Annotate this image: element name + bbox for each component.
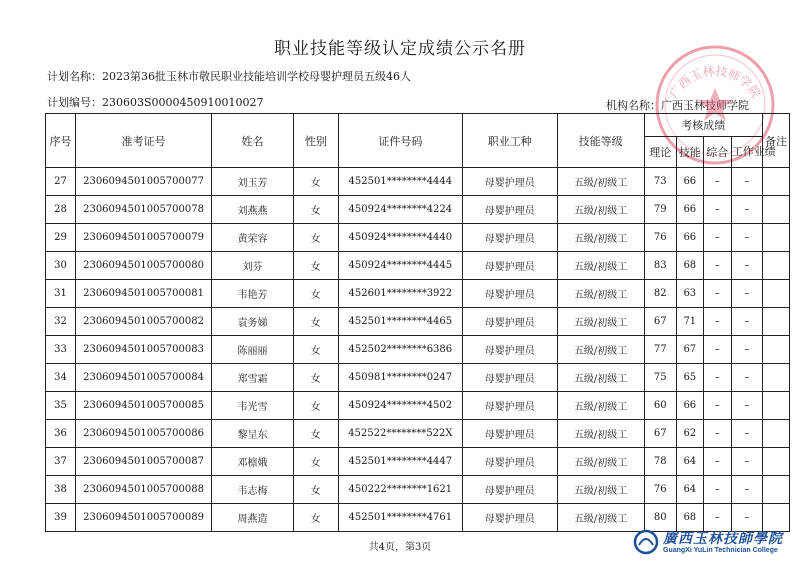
cell-seq: 34 — [46, 364, 76, 392]
cell-gender: 女 — [293, 504, 338, 532]
cell-note — [762, 308, 789, 336]
header-gender: 性别 — [293, 114, 338, 168]
cell-theory: 60 — [644, 392, 676, 420]
cell-id: 450924********4502 — [338, 392, 463, 420]
cell-level: 五级/初级工 — [557, 168, 644, 196]
cell-ticket: 2306094501005700089 — [76, 504, 212, 532]
cell-gender: 女 — [293, 448, 338, 476]
cell-id: 452502********6386 — [338, 336, 463, 364]
cell-ticket: 2306094501005700086 — [76, 420, 212, 448]
cell-comprehensive: – — [703, 476, 731, 504]
college-emblem-icon — [633, 529, 659, 555]
cell-gender: 女 — [293, 196, 338, 224]
cell-note — [762, 364, 789, 392]
cell-note — [762, 392, 789, 420]
cell-level: 五级/初级工 — [557, 504, 644, 532]
cell-seq: 30 — [46, 252, 76, 280]
cell-name: 刘芬 — [212, 252, 294, 280]
header-name: 姓名 — [212, 114, 294, 168]
cell-gender: 女 — [293, 252, 338, 280]
cell-ticket: 2306094501005700087 — [76, 448, 212, 476]
header-seq: 序号 — [46, 114, 76, 168]
cell-ticket: 2306094501005700083 — [76, 336, 212, 364]
cell-occupation: 母婴护理员 — [463, 336, 557, 364]
cell-theory: 82 — [644, 280, 676, 308]
cell-theory: 78 — [644, 448, 676, 476]
cell-level: 五级/初级工 — [557, 280, 644, 308]
cell-occupation: 母婴护理员 — [463, 504, 557, 532]
cell-comprehensive: – — [703, 448, 731, 476]
cell-note — [762, 224, 789, 252]
cell-work: – — [731, 448, 762, 476]
table-row — [46, 252, 790, 280]
cell-occupation: 母婴护理员 — [463, 168, 557, 196]
cell-level: 五级/初级工 — [557, 224, 644, 252]
header-work: 工作业绩 — [731, 137, 762, 168]
cell-theory: 67 — [644, 420, 676, 448]
cell-occupation: 母婴护理员 — [463, 476, 557, 504]
cell-theory: 67 — [644, 308, 676, 336]
cell-seq: 37 — [46, 448, 76, 476]
cell-ticket: 2306094501005700081 — [76, 280, 212, 308]
table-row — [46, 448, 790, 476]
table-row — [46, 364, 790, 392]
cell-skill: 62 — [676, 420, 703, 448]
document-title: 职业技能等级认定成绩公示名册 — [274, 39, 526, 59]
cell-occupation: 母婴护理员 — [463, 196, 557, 224]
cell-level: 五级/初级工 — [557, 364, 644, 392]
table-row — [46, 308, 790, 336]
cell-theory: 76 — [644, 224, 676, 252]
cell-seq: 29 — [46, 224, 76, 252]
cell-skill: 67 — [676, 336, 703, 364]
header-scores: 考核成绩 — [644, 114, 762, 137]
cell-ticket: 2306094501005700088 — [76, 476, 212, 504]
table-row — [46, 392, 790, 420]
cell-gender: 女 — [293, 168, 338, 196]
cell-seq: 27 — [46, 168, 76, 196]
cell-gender: 女 — [293, 392, 338, 420]
cell-name: 郑雪霜 — [212, 364, 294, 392]
cell-id: 452522********522X — [338, 420, 463, 448]
cell-work: – — [731, 504, 762, 532]
cell-level: 五级/初级工 — [557, 392, 644, 420]
cell-theory: 75 — [644, 364, 676, 392]
header-occupation: 职业工种 — [463, 114, 557, 168]
cell-level: 五级/初级工 — [557, 336, 644, 364]
cell-ticket: 2306094501005700080 — [76, 252, 212, 280]
cell-id: 450924********4224 — [338, 196, 463, 224]
cell-skill: 68 — [676, 252, 703, 280]
college-name-en: GuangXi YuLin Technician College — [663, 547, 778, 554]
cell-comprehensive: – — [703, 420, 731, 448]
cell-theory: 76 — [644, 476, 676, 504]
cell-work: – — [731, 252, 762, 280]
cell-comprehensive: – — [703, 196, 731, 224]
table-row — [46, 280, 790, 308]
cell-ticket: 2306094501005700078 — [76, 196, 212, 224]
cell-note — [762, 336, 789, 364]
cell-name: 周燕造 — [212, 504, 294, 532]
cell-gender: 女 — [293, 336, 338, 364]
cell-name: 刘玉芳 — [212, 168, 294, 196]
cell-theory: 79 — [644, 196, 676, 224]
header-theory: 理论 — [644, 137, 676, 168]
cell-name: 袁务娣 — [212, 308, 294, 336]
cell-note — [762, 476, 789, 504]
cell-theory: 80 — [644, 504, 676, 532]
cell-work: – — [731, 196, 762, 224]
page-footer: 共4页，第3页 — [368, 542, 432, 553]
cell-work: – — [731, 420, 762, 448]
cell-id: 452501********4465 — [338, 308, 463, 336]
cell-seq: 38 — [46, 476, 76, 504]
cell-skill: 66 — [676, 392, 703, 420]
institution-name: 机构名称：广西玉林技师学院 — [606, 99, 749, 112]
cell-skill: 63 — [676, 280, 703, 308]
cell-gender: 女 — [293, 364, 338, 392]
cell-comprehensive: – — [703, 252, 731, 280]
cell-skill: 66 — [676, 196, 703, 224]
header-id: 证件号码 — [338, 114, 463, 168]
cell-theory: 73 — [644, 168, 676, 196]
cell-gender: 女 — [293, 420, 338, 448]
cell-id: 452501********4447 — [338, 448, 463, 476]
cell-gender: 女 — [293, 476, 338, 504]
cell-ticket: 2306094501005700082 — [76, 308, 212, 336]
cell-work: – — [731, 280, 762, 308]
cell-id: 450222********1621 — [338, 476, 463, 504]
cell-note — [762, 252, 789, 280]
cell-level: 五级/初级工 — [557, 196, 644, 224]
cell-ticket: 2306094501005700079 — [76, 224, 212, 252]
cell-id: 450924********4440 — [338, 224, 463, 252]
cell-work: – — [731, 364, 762, 392]
cell-level: 五级/初级工 — [557, 308, 644, 336]
header-skill: 技能 — [676, 137, 703, 168]
cell-comprehensive: – — [703, 280, 731, 308]
table-row — [46, 420, 790, 448]
cell-name: 邓檩娥 — [212, 448, 294, 476]
cell-comprehensive: – — [703, 308, 731, 336]
cell-note — [762, 196, 789, 224]
cell-skill: 64 — [676, 476, 703, 504]
cell-work: – — [731, 336, 762, 364]
cell-id: 450924********4445 — [338, 252, 463, 280]
cell-level: 五级/初级工 — [557, 476, 644, 504]
cell-seq: 28 — [46, 196, 76, 224]
table-row — [46, 476, 790, 504]
cell-id: 452601********3922 — [338, 280, 463, 308]
cell-ticket: 2306094501005700084 — [76, 364, 212, 392]
cell-skill: 64 — [676, 448, 703, 476]
cell-comprehensive: – — [703, 504, 731, 532]
cell-gender: 女 — [293, 280, 338, 308]
college-name-cn: 廣西玉林技師學院 — [663, 531, 783, 547]
cell-skill: 71 — [676, 308, 703, 336]
cell-seq: 35 — [46, 392, 76, 420]
cell-id: 450981********0247 — [338, 364, 463, 392]
cell-comprehensive: – — [703, 168, 731, 196]
cell-seq: 32 — [46, 308, 76, 336]
cell-name: 韦艳芳 — [212, 280, 294, 308]
cell-seq: 36 — [46, 420, 76, 448]
cell-comprehensive: – — [703, 364, 731, 392]
cell-name: 黄荣容 — [212, 224, 294, 252]
cell-occupation: 母婴护理员 — [463, 252, 557, 280]
table-row — [46, 196, 790, 224]
table-row — [46, 224, 790, 252]
cell-occupation: 母婴护理员 — [463, 448, 557, 476]
cell-work: – — [731, 168, 762, 196]
header-comprehensive: 综合 — [703, 137, 731, 168]
plan-name: 计划名称：2023第36批玉林市敬民职业技能培训学校母婴护理员五级46人 — [47, 70, 411, 83]
cell-id: 452501********4761 — [338, 504, 463, 532]
cell-theory: 83 — [644, 252, 676, 280]
cell-work: – — [731, 392, 762, 420]
cell-work: – — [731, 308, 762, 336]
cell-skill: 66 — [676, 168, 703, 196]
cell-note — [762, 168, 789, 196]
cell-name: 韦光雪 — [212, 392, 294, 420]
cell-level: 五级/初级工 — [557, 252, 644, 280]
cell-skill: 66 — [676, 224, 703, 252]
cell-level: 五级/初级工 — [557, 448, 644, 476]
plan-number: 计划编号：230603S0000450910010027 — [47, 96, 264, 109]
cell-occupation: 母婴护理员 — [463, 392, 557, 420]
cell-comprehensive: – — [703, 392, 731, 420]
cell-name: 陈丽丽 — [212, 336, 294, 364]
cell-occupation: 母婴护理员 — [463, 224, 557, 252]
score-table — [45, 113, 790, 532]
cell-note — [762, 280, 789, 308]
cell-seq: 39 — [46, 504, 76, 532]
cell-ticket: 2306094501005700077 — [76, 168, 212, 196]
cell-note — [762, 420, 789, 448]
header-ticket: 准考证号 — [76, 114, 212, 168]
header-note: 备注 — [762, 114, 789, 168]
cell-gender: 女 — [293, 308, 338, 336]
cell-gender: 女 — [293, 224, 338, 252]
cell-name: 刘燕燕 — [212, 196, 294, 224]
cell-skill: 65 — [676, 364, 703, 392]
cell-ticket: 2306094501005700085 — [76, 392, 212, 420]
cell-id: 452501********4444 — [338, 168, 463, 196]
svg-text:广西玉林技师学院: 广西玉林技师学院 — [666, 64, 764, 101]
cell-seq: 33 — [46, 336, 76, 364]
cell-occupation: 母婴护理员 — [463, 308, 557, 336]
cell-work: – — [731, 224, 762, 252]
cell-work: – — [731, 476, 762, 504]
cell-comprehensive: – — [703, 336, 731, 364]
cell-seq: 31 — [46, 280, 76, 308]
cell-occupation: 母婴护理员 — [463, 420, 557, 448]
table-row — [46, 336, 790, 364]
cell-note — [762, 448, 789, 476]
cell-theory: 77 — [644, 336, 676, 364]
cell-skill: 68 — [676, 504, 703, 532]
header-level: 技能等级 — [557, 114, 644, 168]
table-row — [46, 168, 790, 196]
cell-comprehensive: – — [703, 224, 731, 252]
cell-name: 韦志梅 — [212, 476, 294, 504]
cell-level: 五级/初级工 — [557, 420, 644, 448]
cell-occupation: 母婴护理员 — [463, 280, 557, 308]
college-logo — [633, 528, 793, 560]
cell-occupation: 母婴护理员 — [463, 364, 557, 392]
cell-name: 黎呈东 — [212, 420, 294, 448]
